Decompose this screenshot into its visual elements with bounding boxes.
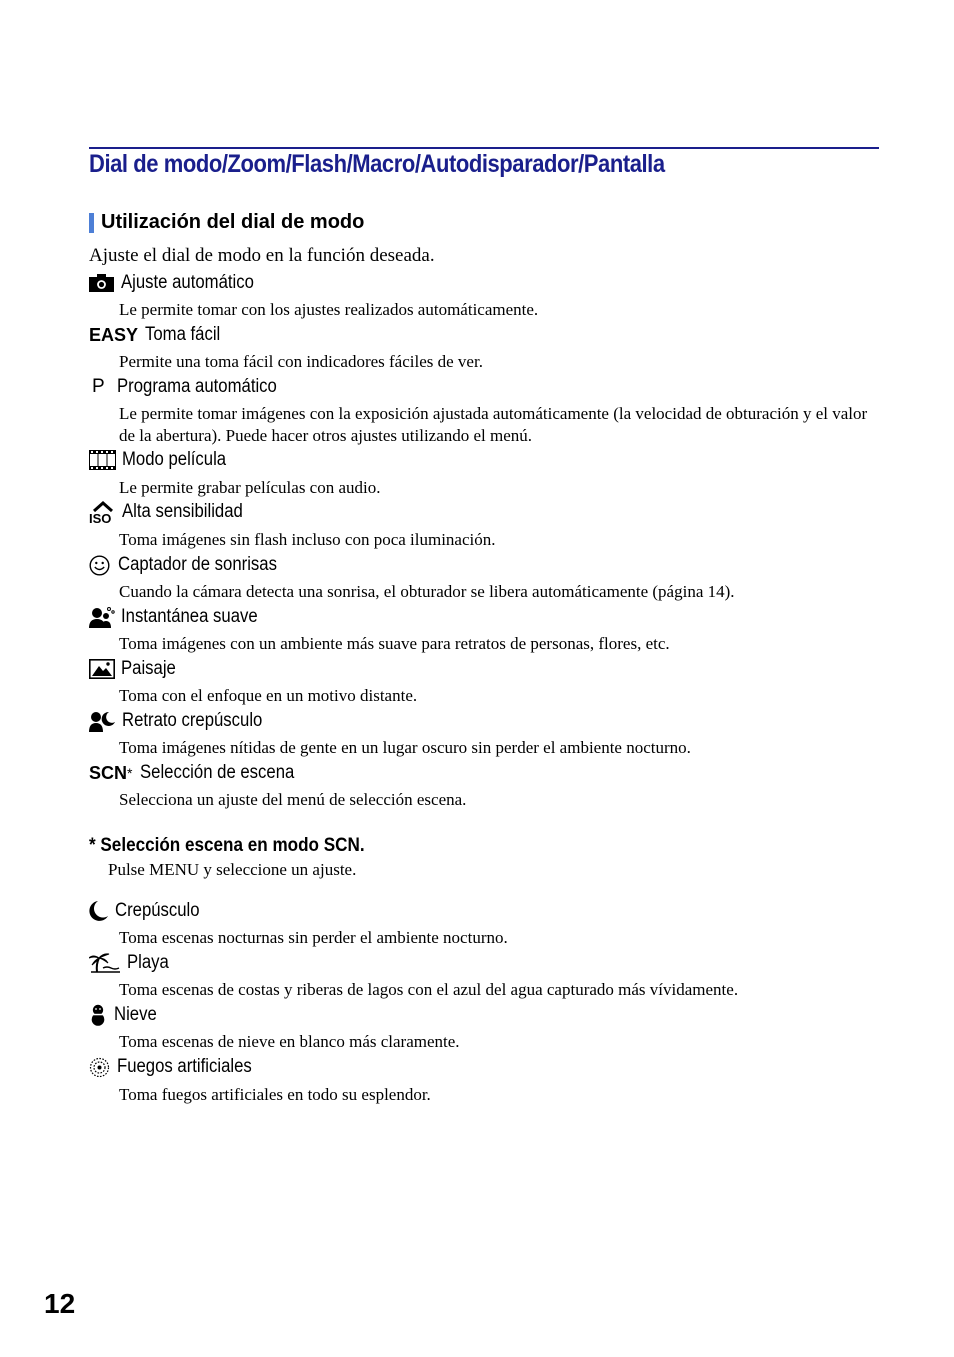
beach-icon — [89, 951, 127, 975]
mode-description: Le permite tomar imágenes con la exposición ajustada automáticamente (la velocidad de obturación y el valor de la abertura). Puede hacer otros ajustes utilizando el menú. — [119, 404, 868, 445]
mode-item-movie — [89, 448, 240, 472]
scene-item-twilight — [89, 899, 211, 923]
mode-label: Retrato crepúsculo — [122, 710, 263, 731]
title-rule — [89, 147, 879, 149]
mode-item-landscape — [89, 657, 183, 681]
mode-description: Toma imágenes sin flash incluso con poca iluminación. — [119, 530, 496, 549]
mode-item-auto — [89, 271, 272, 295]
iso-high-sensitivity-icon — [89, 500, 122, 524]
twilight-portrait-icon — [89, 709, 122, 733]
film-icon — [89, 448, 122, 472]
mode-item-smile-shutter — [89, 553, 299, 577]
landscape-icon — [89, 657, 121, 681]
mode-description: Permite una toma fácil con indicadores fáciles de ver. — [119, 352, 483, 371]
subsection-heading — [89, 211, 364, 234]
fireworks-icon — [89, 1055, 117, 1079]
mode-label: Instantánea suave — [121, 606, 258, 627]
scene-label: Crepúsculo — [115, 900, 200, 921]
mode-description: Selecciona un ajuste del menú de selección escena. — [119, 790, 467, 809]
mode-description: Toma imágenes con un ambiente más suave para retratos de personas, flores, etc. — [119, 634, 670, 653]
accent-bar — [89, 213, 94, 233]
mode-item-program — [89, 375, 299, 399]
camera-icon — [89, 271, 121, 295]
section-title: Dial de modo/Zoom/Flash/Macro/Autodisparador/Pantalla — [89, 150, 665, 178]
scene-label: Playa — [127, 952, 169, 973]
subsection-title: Utilización del dial de modo — [101, 211, 365, 233]
mode-item-easy — [89, 323, 231, 347]
mode-description: Le permite grabar películas con audio. — [119, 478, 381, 497]
scn-note-heading: * Selección escena en modo SCN. — [89, 835, 365, 856]
mode-description: Le permite tomar con los ajustes realizados automáticamente. — [119, 300, 539, 319]
mode-label: Modo película — [122, 449, 227, 470]
scene-item-beach — [89, 951, 175, 975]
mode-label: Selección de escena — [140, 762, 295, 783]
page-number: 12 — [44, 1288, 76, 1319]
mode-description: Toma imágenes nítidas de gente en un lugar oscuro sin perder el ambiente nocturno. — [119, 738, 691, 757]
scene-label: Nieve — [114, 1004, 157, 1025]
mode-label: Toma fácil — [145, 324, 221, 345]
mode-label: Ajuste automático — [121, 272, 254, 293]
mode-item-scene-selection — [89, 761, 316, 785]
scene-description: Toma escenas de costas y riberas de lagos con el azul del agua capturado más vívidamente. — [119, 980, 739, 999]
intro-text: Ajuste el dial de modo en la función deseada. — [89, 245, 435, 266]
scene-item-snow — [89, 1003, 163, 1027]
mode-item-twilight-portrait — [89, 709, 281, 733]
smile-icon — [89, 553, 118, 577]
soft-snap-icon — [89, 605, 121, 629]
mode-label: Captador de sonrisas — [118, 554, 277, 575]
scene-description: Toma escenas de nieve en blanco más claramente. — [119, 1032, 460, 1051]
scene-selection-icon: SCN * — [89, 762, 133, 783]
mode-item-high-sensitivity — [89, 500, 259, 524]
mode-label: Programa automático — [117, 376, 277, 397]
program-mode-icon: P — [92, 376, 105, 397]
moon-icon — [89, 899, 115, 923]
scene-item-fireworks — [89, 1055, 270, 1079]
scene-description: Toma fuegos artificiales en todo su esplendor. — [119, 1085, 431, 1104]
mode-item-soft-snap — [89, 605, 276, 629]
scene-label: Fuegos artificiales — [117, 1056, 252, 1077]
scn-note-body: Pulse MENU y seleccione un ajuste. — [108, 860, 357, 879]
mode-description: Cuando la cámara detecta una sonrisa, el obturador se libera automáticamente (página 14). — [119, 582, 735, 601]
easy-mode-icon: EASY — [89, 324, 139, 345]
mode-label: Alta sensibilidad — [122, 501, 243, 522]
snowman-icon — [89, 1003, 114, 1027]
scene-description: Toma escenas nocturnas sin perder el ambiente nocturno. — [119, 928, 508, 947]
mode-description: Toma con el enfoque en un motivo distante. — [119, 686, 418, 705]
mode-label: Paisaje — [121, 658, 176, 679]
svg-text:ISO: ISO — [89, 511, 112, 524]
